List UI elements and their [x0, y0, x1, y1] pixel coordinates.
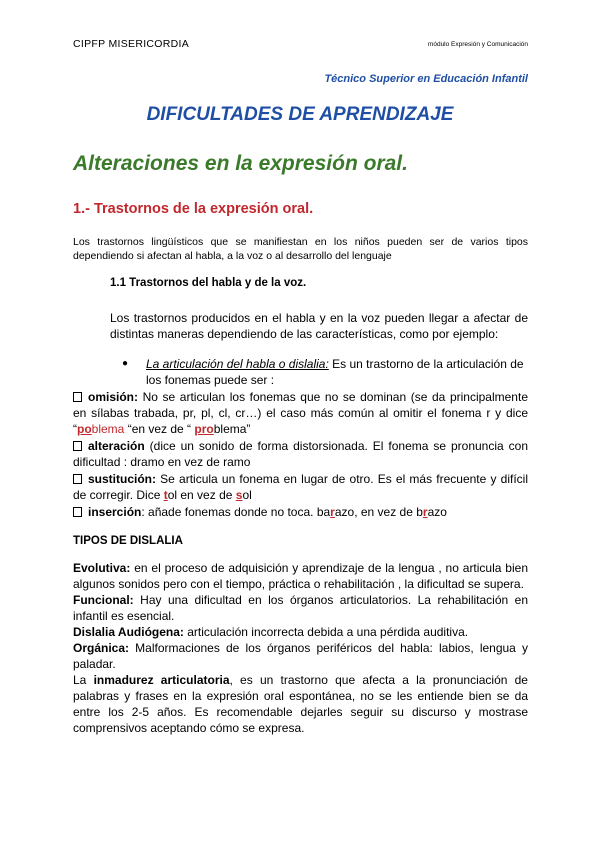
tipo-evolutiva: [73, 560, 528, 592]
bullet-text: [126, 356, 528, 388]
tipo-audiogena: [73, 624, 528, 640]
inmadurez-term: inmadurez articulatoria: [93, 673, 230, 687]
tipos-heading: TIPOS DE DISLALIA: [73, 535, 183, 547]
checkbox-icon: [73, 507, 82, 517]
paragraph-1-1: Los trastornos producidos en el habla y en la voz pueden llegar a afectar de distintas maneras dependiendo de las características, como por ejemplo:: [110, 311, 528, 341]
tipo-text: Hay una dificultad en los órganos articulatorios. La rehabilitación en infantil es esencial.: [73, 593, 528, 623]
course-subtitle: Técnico Superior en Educación Infantil: [324, 73, 528, 85]
bullet-dislalia: [122, 356, 528, 388]
tipo-funcional: [73, 592, 528, 624]
item-term: omisión:: [88, 390, 138, 404]
tipos-list: [73, 560, 528, 736]
bullet-dot-icon: ●: [122, 358, 129, 369]
example-text: ol en vez de: [167, 488, 236, 502]
dislalia-types-list: [73, 389, 528, 521]
example-text: ol: [242, 488, 252, 502]
header-right: módulo Expresión y Comunicación: [427, 41, 528, 48]
bullet-term: La articulación del habla o dislalia:: [146, 357, 329, 371]
bullet-desc: Es un trastorno de la articulación de los fonemas puede ser :: [146, 357, 524, 387]
tipo-organica: [73, 640, 528, 672]
checkbox-icon: [73, 474, 82, 484]
item-text: Se articula un fonema en lugar de otro. Es el más frecuente y difícil de corregir. Dice: [73, 472, 528, 502]
tipo-term: Funcional:: [73, 593, 134, 607]
inmadurez-text: , es un trastorno que afecta a la pronunciación de palabras y frases en la expresión oral espontánea, no se les entiende bien se da entre los 2-5 años. Es recomendable dejarles seguir su discurso y mostrase comprensivos aceptando cómo se expresa.: [73, 673, 528, 735]
item-term: inserción: [88, 505, 142, 519]
example-text: azo, en vez de b: [334, 505, 423, 519]
example-text: blema”: [213, 422, 251, 436]
tipo-term: Dislalia Audiógena:: [73, 625, 184, 639]
item-sustitucion: [73, 471, 528, 503]
tipo-text: en el proceso de adquisición y aprendizaje de la lengua , no articula bien algunos sonidos pero con el tiempo, práctica o rehabilitación , la dificultad se supera.: [73, 561, 528, 591]
item-text: “en vez de “: [124, 422, 195, 436]
header-left: CIPFP MISERICORDIA: [73, 38, 190, 50]
inmadurez-paragraph: [73, 672, 528, 736]
checkbox-icon: [73, 392, 82, 402]
example-highlight: r: [422, 505, 428, 519]
item-omision: [73, 389, 528, 437]
tipo-text: Malformaciones de los órganos periféricos del habla: labios, lengua y paladar.: [73, 641, 528, 671]
intro-paragraph: Los trastornos lingüísticos que se manifiestan en los niños pueden ser de varios tipos dependiendo si afectan al habla, a la voz o al desarrollo del lenguaje: [73, 236, 528, 262]
heading-1-1: 1.1 Trastornos del habla y de la voz.: [110, 277, 307, 289]
subsection-title: 1.- Trastornos de la expresión oral.: [73, 201, 314, 217]
example-text: azo: [427, 505, 447, 519]
example-text: blema: [91, 422, 125, 436]
tipo-term: Orgánica:: [73, 641, 130, 655]
item-text: No se articulan los fonemas que no se dominan (se da principalmente en sílabas trabada, pr, pl, cl, cr…) el caso más común al omitir el fonema r y dice “: [73, 390, 528, 436]
example-highlight: pro: [194, 422, 214, 436]
example-highlight: s: [235, 488, 243, 502]
tipo-text: articulación incorrecta debida a una pérdida auditiva.: [183, 625, 469, 639]
item-text: (dice un sonido de forma distorsionada. El fonema se pronuncia con dificultad : dramo en vez de ramo: [73, 439, 528, 469]
checkbox-icon: [73, 441, 82, 451]
inmadurez-pre: La: [73, 673, 94, 687]
tipo-term: Evolutiva:: [73, 561, 131, 575]
example-highlight: r: [330, 505, 335, 519]
example-highlight: po: [77, 422, 92, 436]
page-title: DIFICULTADES DE APRENDIZAJE: [146, 104, 454, 125]
item-alteracion: [73, 438, 528, 470]
item-insercion: [73, 504, 528, 520]
item-term: alteración: [88, 439, 145, 453]
item-term: sustitución:: [88, 472, 156, 486]
item-text: : añade fonemas donde no toca. ba: [141, 505, 331, 519]
example-highlight: t: [163, 488, 168, 502]
section-title: Alteraciones en la expresión oral.: [73, 152, 408, 175]
